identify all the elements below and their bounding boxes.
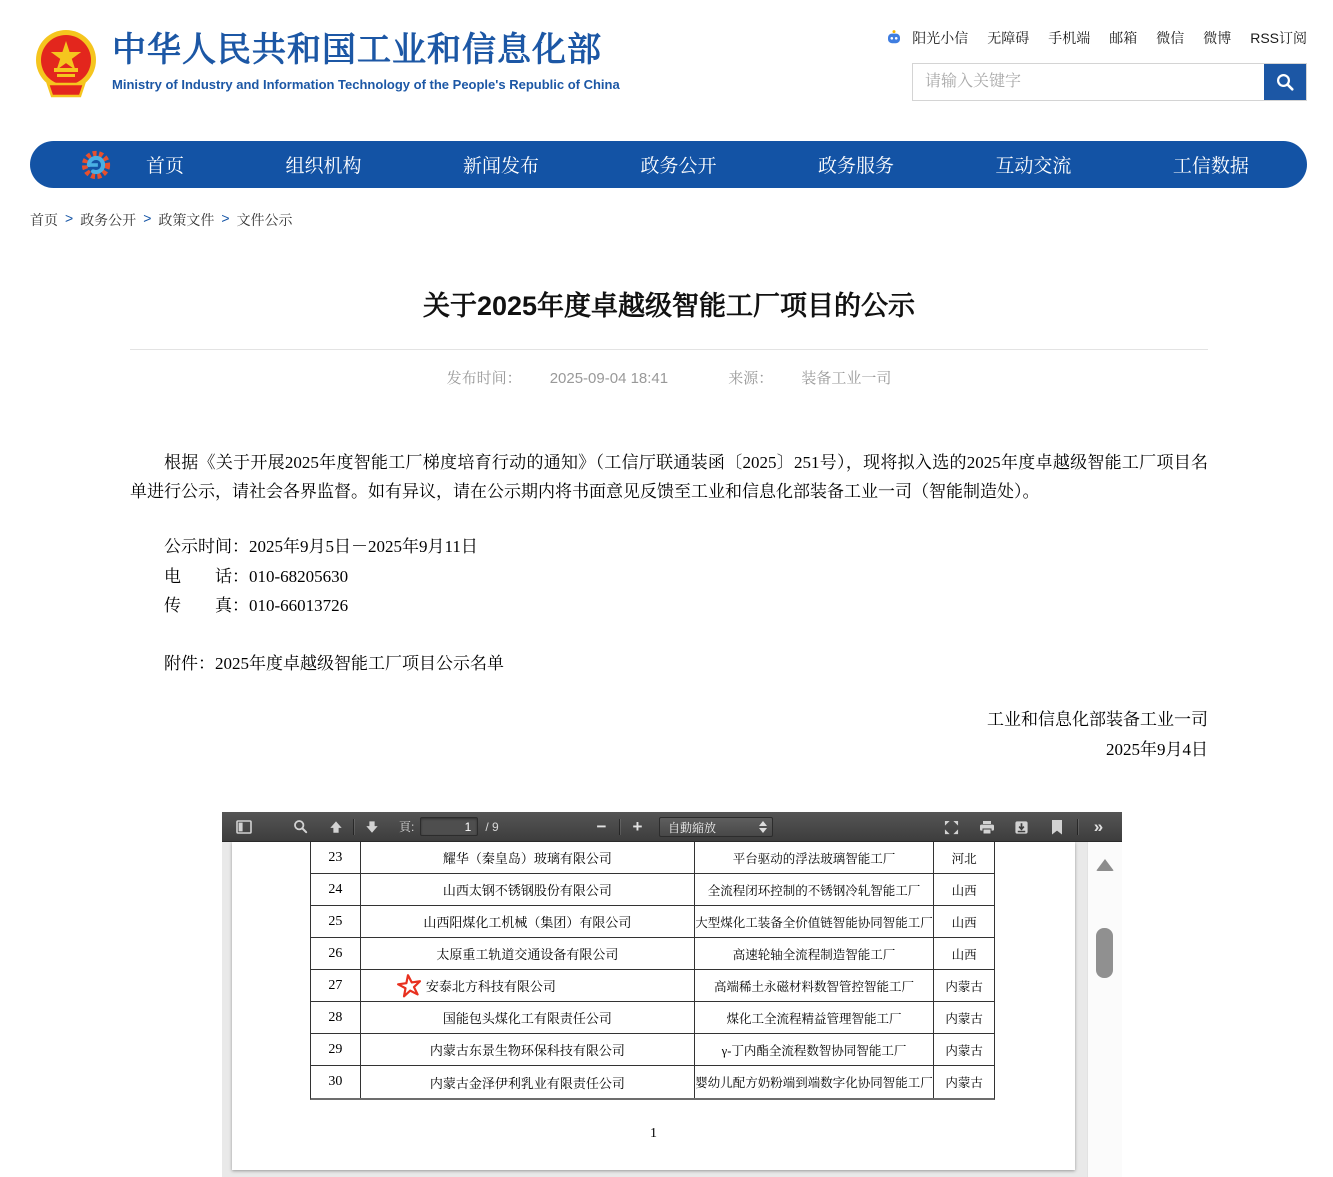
download-icon bbox=[1014, 820, 1029, 835]
site-title: 中华人民共和国工业和信息化部 bbox=[112, 31, 602, 69]
breadcrumb-item bbox=[158, 210, 229, 230]
cell-company: 国能包头煤化工有限责任公司 bbox=[361, 1002, 695, 1033]
cell-project: 全流程闭环控制的不锈钢冷轧智能工厂 bbox=[695, 874, 934, 905]
cell-province: 山西 bbox=[951, 915, 977, 930]
cell-company: 山西阳煤化工机械（集团）有限公司 bbox=[361, 906, 695, 937]
secondary-toolbar-toggle-button[interactable]: » bbox=[1093, 817, 1104, 836]
pdf-content-area bbox=[222, 842, 1122, 1177]
breadcrumb-link[interactable]: 首页 bbox=[30, 212, 58, 228]
quick-link[interactable]: 微博 bbox=[1203, 30, 1232, 46]
scrollbar-thumb[interactable] bbox=[1096, 928, 1113, 978]
page-title: 关于2025年度卓越级智能工厂项目的公示 bbox=[422, 291, 916, 321]
breadcrumb bbox=[30, 210, 300, 230]
quick-link[interactable]: RSS订阅 bbox=[1250, 30, 1307, 46]
page-total: / 9 bbox=[485, 819, 499, 834]
table-row bbox=[311, 1066, 994, 1098]
sidebar-toggle-button[interactable] bbox=[230, 815, 257, 839]
nav-item[interactable]: 首页 bbox=[146, 156, 185, 177]
cell-project: 高端稀土永磁材料数智管控智能工厂 bbox=[695, 970, 934, 1001]
breadcrumb-separator: > bbox=[143, 210, 152, 226]
cell-row-number: 25 bbox=[311, 906, 361, 937]
page-down-button[interactable] bbox=[358, 815, 385, 839]
quick-link[interactable]: 手机端 bbox=[1048, 30, 1091, 46]
cell-province: 内蒙古 bbox=[945, 1076, 983, 1090]
toolbar-separator bbox=[1077, 819, 1078, 835]
search-box bbox=[912, 63, 1307, 101]
publish-time: 发布时间： 2025-09-04 18:41 bbox=[446, 370, 669, 387]
presentation-mode-button[interactable] bbox=[938, 815, 965, 839]
cell-project: 高速轮轴全流程制造智能工厂 bbox=[695, 938, 934, 969]
assistant-robot-icon bbox=[885, 29, 903, 47]
publicity-period-line: 公示时间：2025年9月5日－2025年9月11日 bbox=[164, 537, 478, 556]
quick-links bbox=[885, 28, 1307, 48]
fax-line: 传 真：010-66013726 bbox=[164, 596, 349, 615]
cell-project: 煤化工全流程精益管理智能工厂 bbox=[695, 1002, 934, 1033]
table-row bbox=[311, 874, 994, 906]
cell-province: 内蒙古 bbox=[945, 1011, 983, 1026]
pdf-toolbar bbox=[222, 812, 1122, 842]
paragraph: 根据《关于开展2025年度智能工厂梯度培育行动的通知》（工信厅联通装函〔2025〕251号），现将拟入选的2025年度卓越级智能工厂项目名单进行公示，请社会各界监督。如有异议，请在公示期内将书面意见反馈至工业和信息化部装备工业一司（智能制造处）。 bbox=[130, 453, 1208, 501]
cell-row-number: 27 bbox=[311, 970, 361, 1001]
quick-link[interactable]: 阳光小信 bbox=[912, 30, 969, 46]
zoom-in-button[interactable]: + bbox=[632, 817, 643, 836]
nav-item[interactable]: 互动交流 bbox=[995, 156, 1072, 177]
page-number-input[interactable] bbox=[420, 817, 478, 836]
article-body bbox=[130, 448, 1208, 764]
article-meta bbox=[130, 367, 1208, 388]
nav-item[interactable]: 组织机构 bbox=[285, 156, 362, 177]
nav-item[interactable]: 工信数据 bbox=[1172, 156, 1249, 177]
search-input[interactable] bbox=[913, 64, 1264, 100]
gear-e-logo-icon bbox=[80, 149, 112, 181]
print-button[interactable] bbox=[973, 815, 1000, 839]
star-annotation-icon bbox=[395, 972, 423, 999]
breadcrumb-item bbox=[30, 210, 73, 230]
fullscreen-icon bbox=[944, 820, 959, 835]
cell-row-number: 29 bbox=[311, 1034, 361, 1065]
arrow-down-icon bbox=[365, 820, 379, 834]
national-emblem-logo bbox=[34, 30, 98, 102]
table-row bbox=[311, 842, 994, 874]
bookmark-icon bbox=[1051, 820, 1063, 835]
breadcrumb-separator: > bbox=[65, 210, 74, 226]
cell-company: 太原重工轨道交通设备有限公司 bbox=[361, 938, 695, 969]
page-up-button[interactable] bbox=[322, 815, 349, 839]
zoom-scale-select[interactable] bbox=[659, 817, 773, 837]
table-row bbox=[311, 970, 994, 1002]
cell-company: 山西太钢不锈钢股份有限公司 bbox=[361, 874, 695, 905]
download-button[interactable] bbox=[1008, 815, 1035, 839]
main-nav bbox=[30, 141, 1307, 188]
cell-company: 内蒙古东景生物环保科技有限公司 bbox=[361, 1034, 695, 1065]
breadcrumb-item bbox=[80, 210, 151, 230]
cell-province: 山西 bbox=[951, 883, 977, 898]
pdf-viewer bbox=[222, 812, 1122, 1177]
cell-province: 河北 bbox=[951, 851, 977, 866]
breadcrumb-item bbox=[237, 210, 300, 230]
toolbar-separator bbox=[619, 819, 620, 835]
find-icon bbox=[293, 819, 308, 834]
signature-date: 2025年9月4日 bbox=[1106, 740, 1208, 759]
title-divider bbox=[130, 349, 1208, 350]
table-row bbox=[311, 906, 994, 938]
table-row bbox=[311, 1002, 994, 1034]
cell-row-number: 26 bbox=[311, 938, 361, 969]
table-row bbox=[311, 1034, 994, 1066]
cell-project: 婴幼儿配方奶粉端到端数字化协同智能工厂 bbox=[695, 1066, 934, 1098]
sidebar-toggle-icon bbox=[236, 820, 252, 834]
breadcrumb-separator: > bbox=[221, 210, 230, 226]
cell-row-number: 24 bbox=[311, 874, 361, 905]
bookmark-button[interactable] bbox=[1043, 815, 1070, 839]
pdf-page bbox=[232, 842, 1075, 1170]
pdf-table bbox=[310, 842, 995, 1100]
find-button[interactable] bbox=[287, 815, 314, 839]
arrow-up-icon bbox=[329, 820, 343, 834]
zoom-scale-value: 自動縮放 bbox=[668, 820, 717, 835]
cell-row-number: 28 bbox=[311, 1002, 361, 1033]
nav-item[interactable]: 政务公开 bbox=[640, 156, 717, 177]
cell-province: 内蒙古 bbox=[945, 1043, 983, 1058]
search-icon bbox=[1275, 72, 1295, 92]
cell-project: 平台驱动的浮法玻璃智能工厂 bbox=[695, 842, 934, 873]
breadcrumb-link[interactable]: 政策文件 bbox=[158, 212, 215, 228]
cell-company: 安泰北方科技有限公司 bbox=[361, 970, 695, 1001]
cell-province: 山西 bbox=[951, 947, 977, 962]
quick-link[interactable]: 邮箱 bbox=[1109, 30, 1138, 46]
scroll-up-arrow[interactable] bbox=[1096, 859, 1114, 871]
printer-icon bbox=[979, 820, 995, 835]
cell-row-number: 23 bbox=[311, 842, 361, 873]
breadcrumb-link[interactable]: 文件公示 bbox=[236, 212, 293, 228]
search-button[interactable] bbox=[1264, 64, 1306, 100]
site-subtitle: Ministry of Industry and Information Technology of the People's Republic of China bbox=[112, 77, 620, 92]
cell-province: 内蒙古 bbox=[945, 979, 983, 994]
select-spinner-icon bbox=[759, 821, 767, 833]
attachment-line: 附件：2025年度卓越级智能工厂项目公示名单 bbox=[164, 654, 504, 673]
toolbar-separator bbox=[353, 819, 354, 835]
cell-project: 大型煤化工装备全价值链智能协同智能工厂 bbox=[695, 906, 934, 937]
pdf-scrollbar[interactable] bbox=[1087, 842, 1122, 1177]
zoom-out-button[interactable]: − bbox=[596, 817, 607, 836]
signature-department: 工业和信息化部装备工业一司 bbox=[987, 710, 1208, 729]
cell-row-number: 30 bbox=[311, 1066, 361, 1098]
article-source: 来源： 装备工业一司 bbox=[728, 370, 892, 387]
site-header bbox=[30, 0, 1307, 130]
breadcrumb-link[interactable]: 政务公开 bbox=[80, 212, 137, 228]
nav-item[interactable]: 新闻发布 bbox=[462, 156, 539, 177]
page-label: 頁: bbox=[399, 820, 415, 834]
nav-item[interactable]: 政务服务 bbox=[817, 156, 894, 177]
quick-link[interactable]: 无障碍 bbox=[987, 30, 1030, 46]
pdf-page-number: 1 bbox=[650, 1126, 657, 1141]
cell-company: 内蒙古金泽伊利乳业有限责任公司 bbox=[361, 1066, 695, 1098]
brand bbox=[34, 30, 620, 102]
article bbox=[130, 270, 1208, 764]
cell-project: γ-丁内酯全流程数智协同智能工厂 bbox=[695, 1034, 934, 1065]
table-row bbox=[311, 938, 994, 970]
quick-link[interactable]: 微信 bbox=[1156, 30, 1185, 46]
cell-company: 耀华（秦皇岛）玻璃有限公司 bbox=[361, 842, 695, 873]
phone-line: 电 话：010-68205630 bbox=[164, 567, 349, 586]
